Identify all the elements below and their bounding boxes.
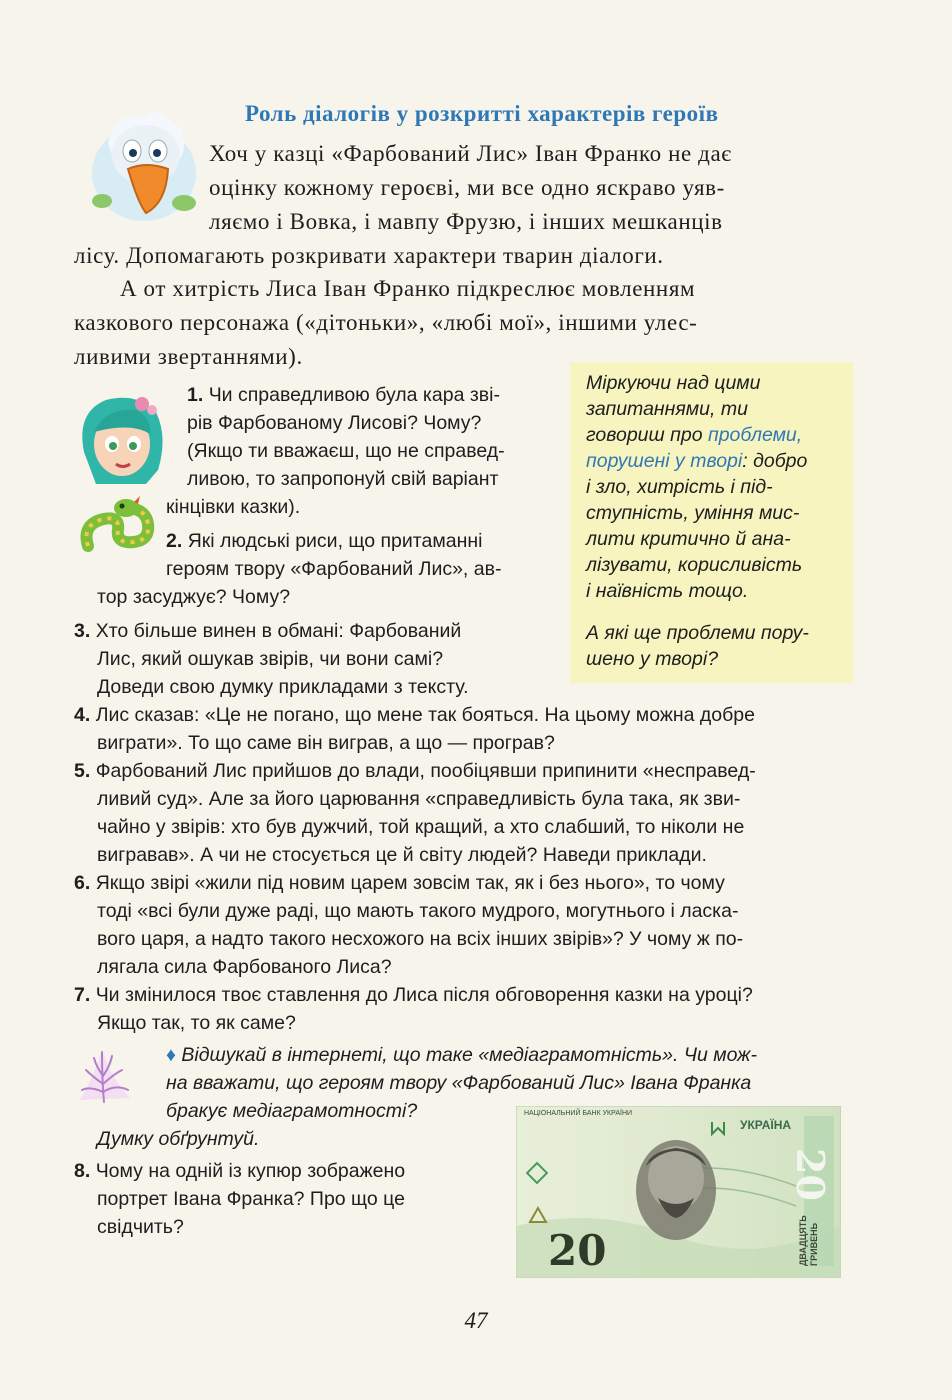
note-highlight: порушені у творі: [586, 450, 743, 472]
question-3-line-2: Лис, який ошукав звірів, чи вони самі?: [97, 648, 444, 670]
note-question-line-1: А які ще проблеми пору-: [586, 622, 809, 644]
banknote-bank-name: НАЦІОНАЛЬНИЙ БАНК УКРАЇНИ: [524, 1110, 633, 1117]
question-number: 4.: [74, 704, 91, 726]
question-text: Хто більше винен в обмані: Фарбований: [95, 620, 462, 642]
intro-line-3: ляємо і Вовка, і мавпу Фрузю, і інших мешканців: [209, 209, 723, 234]
question-1-line-1: [187, 381, 500, 409]
question-text: Фарбований Лис прийшов до влади, пообіцявши припинити «несправед-: [95, 760, 756, 782]
question-number: 5.: [74, 760, 91, 782]
note-line-7: лити критично й ана-: [586, 528, 791, 550]
question-5-line-3: чайно у звірів: хто був дужчий, той кращий, а хто слабший, то ніколи не: [97, 816, 745, 838]
note-line-8: лізувати, корисливість: [586, 554, 803, 576]
task-line-1: [166, 1041, 757, 1069]
note-line-4: [586, 448, 807, 475]
question-8-line-2: портрет Івана Франка? Про що це: [97, 1188, 405, 1210]
banknote-denomination-large: 20: [788, 1148, 833, 1201]
question-text: Чи справедливою була кара зві-: [208, 384, 500, 406]
intro-line-1: Хоч у казці «Фарбований Лис» Іван Франко не дає: [209, 141, 732, 166]
note-question-line-2: шено у творі?: [586, 648, 719, 670]
question-7-line-1: [74, 981, 753, 1009]
paragraph2-line-3: ливими звертаннями).: [74, 344, 303, 369]
question-text: Чому на одній із купюр зображено: [95, 1160, 406, 1182]
banknote-word-1: ДВАДЦЯТЬ: [798, 1215, 808, 1266]
banknote-word-2: ГРИВЕНЬ: [809, 1222, 819, 1266]
intro-line-2: оцінку кожному героєві, ми все одно яскраво уяв-: [209, 175, 725, 200]
task-line-3: бракує медіаграмотності?: [166, 1100, 418, 1122]
page-number: 47: [464, 1308, 488, 1333]
question-6-line-2: тоді «всі були дуже раді, що мають такого мудрого, могутнього і ласка-: [97, 900, 739, 922]
question-7-line-2: Якщо так, то як саме?: [97, 1012, 296, 1034]
question-5-line-1: [74, 757, 756, 785]
question-number: 6.: [74, 872, 91, 894]
question-6-line-3: вого царя, а надто такого несхожого на всіх інших звірів»? У чому ж по-: [97, 928, 744, 950]
bird-illustration: [88, 103, 200, 225]
question-number: 1.: [187, 384, 204, 406]
note-line-5: і зло, хитрість і під-: [586, 476, 773, 498]
paragraph2-line-2: казкового персонажа («дітоньки», «любі мої», іншими улес-: [74, 310, 698, 335]
note-line-3: [586, 422, 802, 449]
note-line-9: і наївність тощо.: [586, 580, 749, 602]
banknote-words: [798, 1215, 838, 1274]
note-line-1: Міркуючи над цими: [586, 372, 761, 394]
question-number: 7.: [74, 984, 91, 1006]
question-6-line-1: [74, 869, 725, 897]
hint-note: [570, 362, 853, 683]
question-text: Які людські риси, що притаманні: [187, 530, 483, 552]
question-number: 2.: [166, 530, 183, 552]
note-line-2: запитаннями, ти: [586, 398, 748, 420]
girl-illustration: [76, 392, 166, 488]
question-4-line-2: виграти». То що саме він виграв, а що — програв?: [97, 732, 555, 754]
question-number: 8.: [74, 1160, 91, 1182]
question-text: Чи змінилося твоє ставлення до Лиса після обговорення казки на уроці?: [95, 984, 753, 1006]
question-5-line-4: вигравав». А чи не стосується це й світу людей? Наведи приклади.: [97, 844, 707, 866]
task-text: Відшукай в інтернеті, що таке «медіаграмотність». Чи мож-: [181, 1044, 757, 1066]
question-1-line-4: ливою, то запропонуй свій варіант: [187, 468, 499, 490]
banknote-denomination: 20: [548, 1226, 607, 1275]
question-text: Якщо звірі «жили під новим царем зовсім так, як і без нього», то чому: [95, 872, 725, 894]
question-3-line-1: [74, 617, 461, 645]
diamond-bullet-icon: ♦: [166, 1044, 176, 1066]
note-highlight: проблеми,: [707, 424, 803, 446]
question-6-line-4: лягала сила Фарбованого Лиса?: [97, 956, 392, 978]
banknote-vertical-number: [788, 1148, 833, 1201]
dragon-illustration: [78, 496, 158, 560]
question-5-line-2: ливий суд». Але за його царювання «справедливість була така, як зви-: [97, 788, 741, 810]
question-2-line-1: [166, 527, 482, 555]
question-1-line-3: (Якщо ти вважаєш, що не справед-: [187, 440, 505, 462]
task-line-4: Думку обґрунтуй.: [97, 1128, 260, 1150]
question-number: 3.: [74, 620, 91, 642]
note-line-6: ступність, уміння мис-: [586, 502, 800, 524]
section-heading: Роль діалогів у розкритті характерів героїв: [245, 101, 719, 126]
intro-line-4: лісу. Допомагають розкривати характери тварин діалоги.: [74, 243, 664, 268]
paragraph2-line-1: А от хитрість Лиса Іван Франко підкреслює мовленням: [120, 276, 696, 301]
question-2-line-3: тор засуджує? Чому?: [97, 586, 291, 608]
question-1-line-5: кінцівки казки).: [166, 496, 301, 518]
note-text: говориш про: [586, 424, 708, 446]
question-2-line-2: героям твору «Фарбований Лис», ав-: [166, 558, 502, 580]
question-8-line-1: [74, 1157, 405, 1185]
task-line-2: на вважати, що героям твору «Фарбований Лис» Івана Франка: [166, 1072, 752, 1094]
question-1-line-2: рів Фарбованому Лисові? Чому?: [187, 412, 482, 434]
question-8-line-3: свідчить?: [97, 1216, 184, 1238]
feather-illustration: [72, 1040, 138, 1108]
question-4-line-1: [74, 701, 755, 729]
note-text: : добро: [742, 450, 808, 472]
question-3-line-3: Доведи свою думку прикладами з тексту.: [97, 676, 469, 698]
banknote-country: УКРАЇНА: [740, 1118, 792, 1132]
question-text: Лис сказав: «Це не погано, що мене так бояться. На цьому можна добре: [95, 704, 755, 726]
